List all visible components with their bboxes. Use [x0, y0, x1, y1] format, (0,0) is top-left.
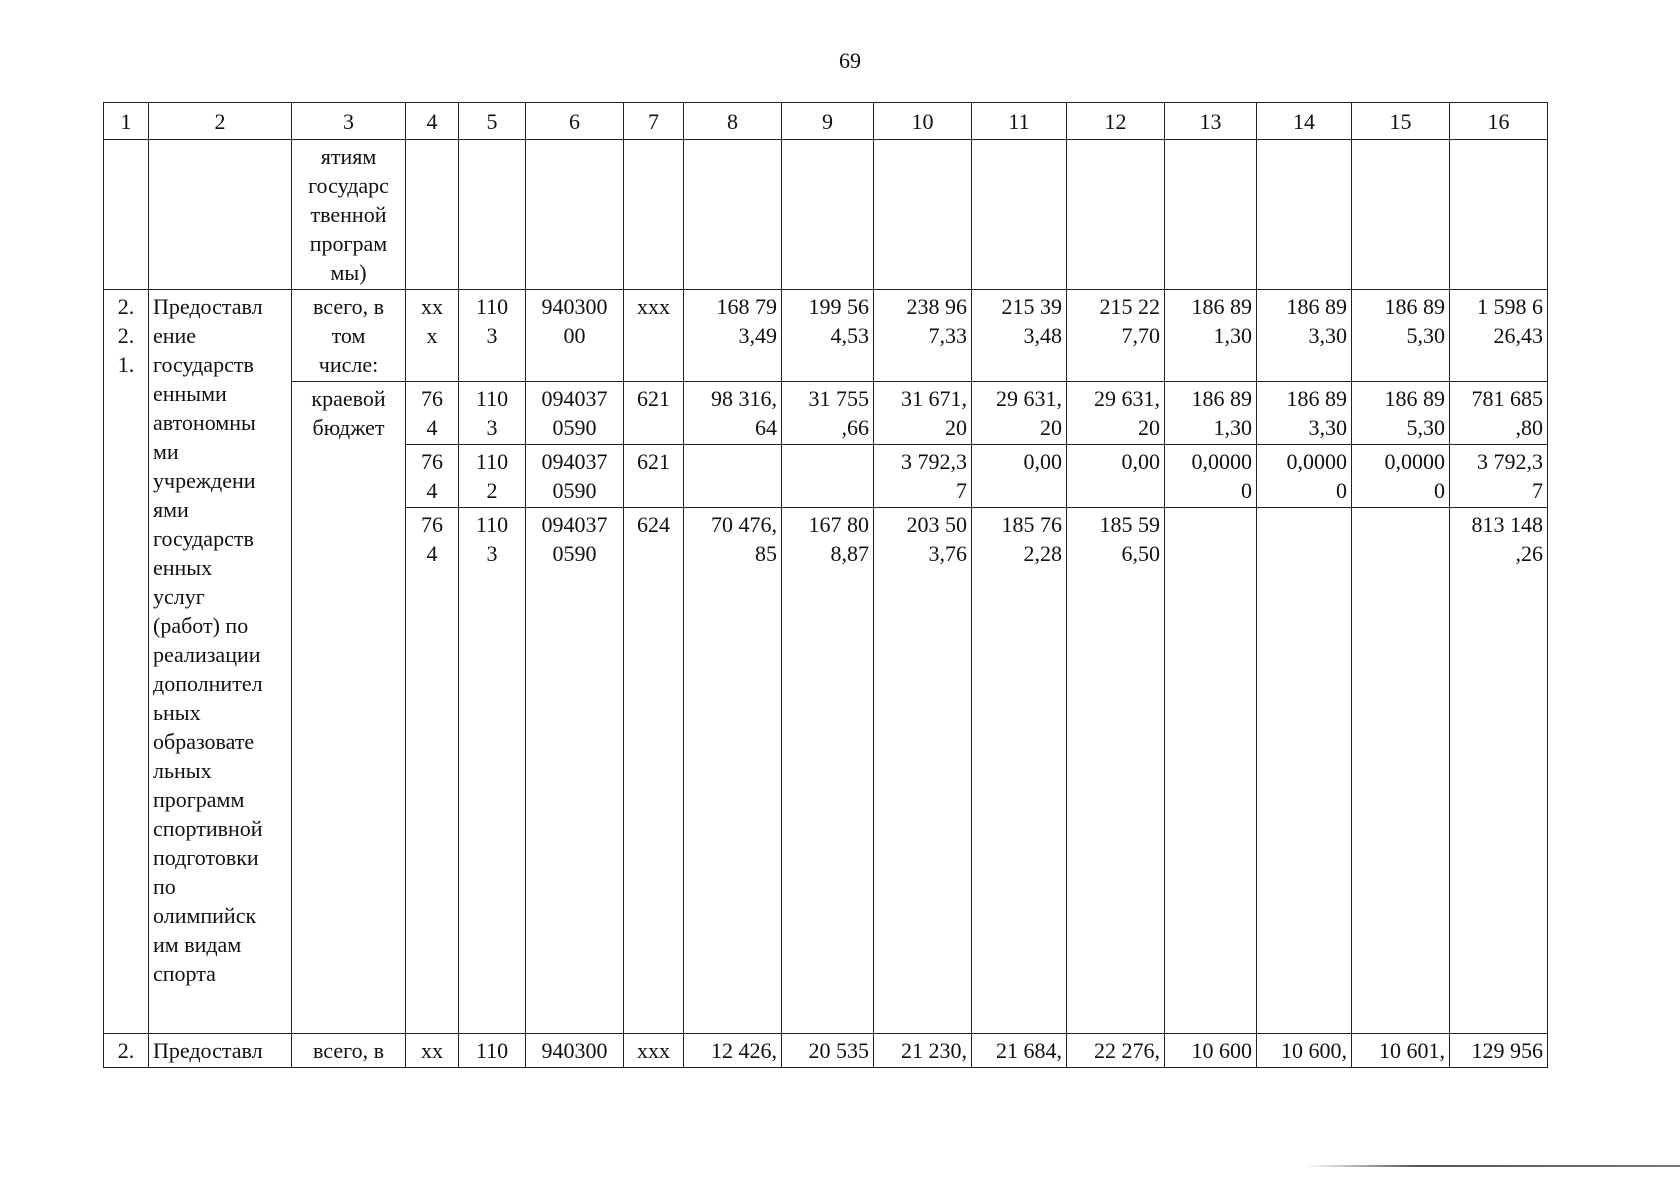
cell-c16: 1 598 6 26,43: [1450, 290, 1548, 382]
cell-c6: 094037 0590: [526, 445, 624, 508]
header-row: [104, 103, 1548, 140]
cell-c14: 186 89 3,30: [1257, 382, 1352, 445]
cell-c4: хх: [406, 1034, 459, 1068]
cell-c8: 168 79 3,49: [684, 290, 782, 382]
cell-c10: 203 50 3,76: [874, 508, 972, 1034]
col-header-6: 6: [526, 103, 624, 140]
col-header-8: 8: [684, 103, 782, 140]
cell-c7: 624: [624, 508, 684, 1034]
cell-c6: 940300 00: [526, 290, 624, 382]
cell-c6: 940300: [526, 1034, 624, 1068]
col-header-3: 3: [292, 103, 406, 140]
cell-c13: 186 89 1,30: [1165, 382, 1257, 445]
col-header-9: 9: [782, 103, 874, 140]
cell-c6: 094037 0590: [526, 508, 624, 1034]
cell-c11: 21 684,: [972, 1034, 1067, 1068]
total-label-cell: всего, в том числе:: [292, 290, 406, 382]
cell-c7: ххх: [624, 1034, 684, 1068]
page-number: 69: [839, 48, 861, 73]
col-header-15: 15: [1352, 103, 1450, 140]
cell-c5: 110 3: [459, 290, 526, 382]
table-row-total: [104, 290, 1548, 382]
item-name-cell: Предоставл: [149, 1034, 292, 1068]
scan-artifact-line: [1305, 1165, 1680, 1167]
cell-c15: 186 89 5,30: [1352, 382, 1450, 445]
cell-c8: 12 426,: [684, 1034, 782, 1068]
cell-c15: 10 601,: [1352, 1034, 1450, 1068]
cell-c14: 10 600,: [1257, 1034, 1352, 1068]
cell-c9: 20 535: [782, 1034, 874, 1068]
cell-c10: 3 792,3 7: [874, 445, 972, 508]
col-header-4: 4: [406, 103, 459, 140]
cell-c12: 29 631, 20: [1067, 382, 1165, 445]
cell-c16: 129 956: [1450, 1034, 1548, 1068]
cell-c13: 186 89 1,30: [1165, 290, 1257, 382]
cell-c6: 094037 0590: [526, 382, 624, 445]
col-header-10: 10: [874, 103, 972, 140]
cell-c12: 0,00: [1067, 445, 1165, 508]
total-label-cell: всего, в: [292, 1034, 406, 1068]
item-number-cell: 2.: [104, 1034, 149, 1068]
cell-c4: 76 4: [406, 508, 459, 1034]
item-name-cell: Предоставл ение государств енными автономны ми учреждени ями государств енных услуг (работ) по реализации дополнител ьных образовате льных программ спортивной подготовки по олимпийск им видам спорта: [149, 290, 292, 1034]
cell-c15: [1352, 508, 1450, 1034]
col-header-11: 11: [972, 103, 1067, 140]
cell-c4: 76 4: [406, 445, 459, 508]
cell-c9: [782, 445, 874, 508]
cell-c16: 781 685 ,80: [1450, 382, 1548, 445]
cell-c7: ххх: [624, 290, 684, 382]
col-header-12: 12: [1067, 103, 1165, 140]
cell-c16: 813 148 ,26: [1450, 508, 1548, 1034]
cell-c12: 215 22 7,70: [1067, 290, 1165, 382]
cell-c9: 31 755 ,66: [782, 382, 874, 445]
cell-c5: 110 2: [459, 445, 526, 508]
cell-c13: [1165, 508, 1257, 1034]
col-header-13: 13: [1165, 103, 1257, 140]
cell-c15: 0,0000 0: [1352, 445, 1450, 508]
table-row-continuation: [104, 140, 1548, 290]
cell-c7: 621: [624, 382, 684, 445]
col-header-2: 2: [149, 103, 292, 140]
cell-c11: 215 39 3,48: [972, 290, 1067, 382]
table-row-regional-1: [104, 382, 1548, 445]
cell-c10: 31 671, 20: [874, 382, 972, 445]
cell-c15: 186 89 5,30: [1352, 290, 1450, 382]
budget-table: [103, 102, 1548, 1068]
cell-c11: 29 631, 20: [972, 382, 1067, 445]
table-row-next-item: [104, 1034, 1548, 1068]
cell-c14: [1257, 508, 1352, 1034]
cell-c14: 0,0000 0: [1257, 445, 1352, 508]
cell-c10: 238 96 7,33: [874, 290, 972, 382]
cell-c16: 3 792,3 7: [1450, 445, 1548, 508]
cell-c4: 76 4: [406, 382, 459, 445]
cell-c8: 70 476, 85: [684, 508, 782, 1034]
cell-c11: 185 76 2,28: [972, 508, 1067, 1034]
cell-c13: 10 600: [1165, 1034, 1257, 1068]
cell-c9: 167 80 8,87: [782, 508, 874, 1034]
cell-c5: 110 3: [459, 382, 526, 445]
cell-c5: 110: [459, 1034, 526, 1068]
cell-c13: 0,0000 0: [1165, 445, 1257, 508]
cell-c8: 98 316, 64: [684, 382, 782, 445]
col-header-5: 5: [459, 103, 526, 140]
continued-text-cell: ятиям государс твенной програм мы): [292, 140, 406, 290]
cell-c12: 22 276,: [1067, 1034, 1165, 1068]
cell-c8: [684, 445, 782, 508]
cell-c10: 21 230,: [874, 1034, 972, 1068]
col-header-7: 7: [624, 103, 684, 140]
cell-c7: 621: [624, 445, 684, 508]
cell-c4: хх х: [406, 290, 459, 382]
col-header-16: 16: [1450, 103, 1548, 140]
cell-c14: 186 89 3,30: [1257, 290, 1352, 382]
col-header-14: 14: [1257, 103, 1352, 140]
cell-c5: 110 3: [459, 508, 526, 1034]
cell-c12: 185 59 6,50: [1067, 508, 1165, 1034]
cell-c11: 0,00: [972, 445, 1067, 508]
item-number-cell: 2. 2. 1.: [104, 290, 149, 1034]
cell-c9: 199 56 4,53: [782, 290, 874, 382]
col-header-1: 1: [104, 103, 149, 140]
regional-budget-label: краевой бюджет: [292, 382, 406, 1034]
